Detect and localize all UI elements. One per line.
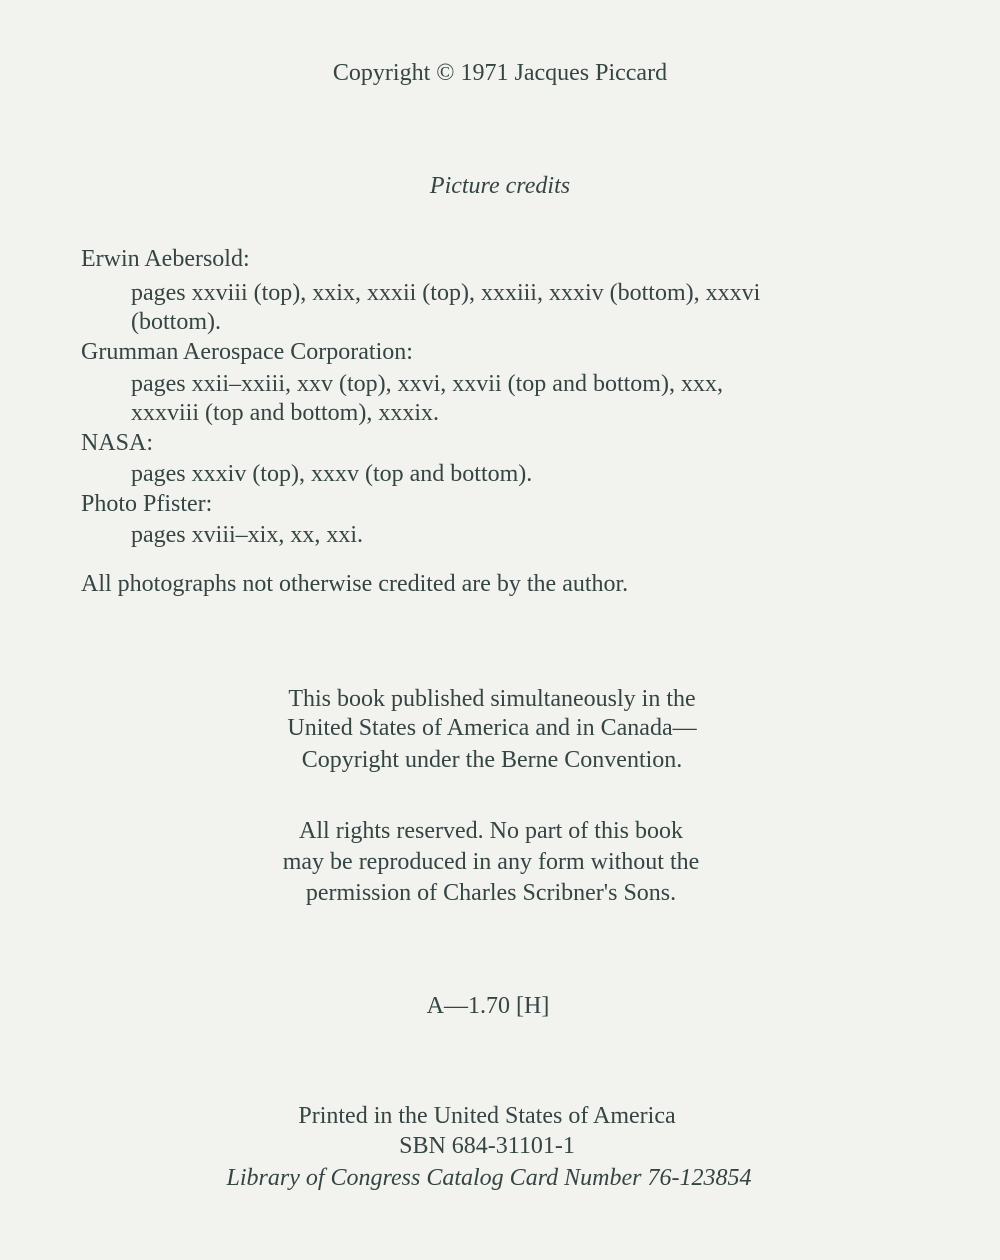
credit-pages: xxxviii (top and bottom), xxxix. <box>131 400 439 426</box>
publication-notice-line: United States of America and in Canada— <box>287 715 697 741</box>
printed-in: Printed in the United States of America <box>298 1103 676 1129</box>
lccn: Library of Congress Catalog Card Number 76-123854 <box>226 1165 752 1191</box>
credit-pages: (bottom). <box>131 309 221 335</box>
credits-note: All photographs not otherwise credited are by the author. <box>81 571 629 597</box>
publication-notice-line: This book published simultaneously in the <box>288 686 696 712</box>
credit-source: Photo Pfister: <box>81 491 213 517</box>
credit-source: NASA: <box>81 430 154 456</box>
rights-notice-line: permission of Charles Scribner's Sons. <box>305 880 677 906</box>
credit-source: Grumman Aerospace Corporation: <box>81 339 413 365</box>
credit-source: Erwin Aebersold: <box>81 246 250 272</box>
printing-code: A—1.70 [H] <box>426 993 550 1019</box>
sbn: SBN 684-31101-1 <box>399 1133 575 1159</box>
publication-notice-line: Copyright under the Berne Convention. <box>301 747 683 773</box>
credit-pages: pages xviii–xix, xx, xxi. <box>131 522 363 548</box>
rights-notice-line: All rights reserved. No part of this book <box>299 818 683 844</box>
copyright-line: Copyright © 1971 Jacques Piccard <box>332 60 668 86</box>
credit-pages: pages xxviii (top), xxix, xxxii (top), xxxiii, xxxiv (bottom), xxxvi <box>131 280 761 306</box>
credit-pages: pages xxxiv (top), xxxv (top and bottom). <box>131 461 533 487</box>
credits-title: Picture credits <box>429 173 571 199</box>
rights-notice-line: may be reproduced in any form without the <box>282 849 700 875</box>
credit-pages: pages xxii–xxiii, xxv (top), xxvi, xxvii (top and bottom), xxx, <box>131 371 723 397</box>
